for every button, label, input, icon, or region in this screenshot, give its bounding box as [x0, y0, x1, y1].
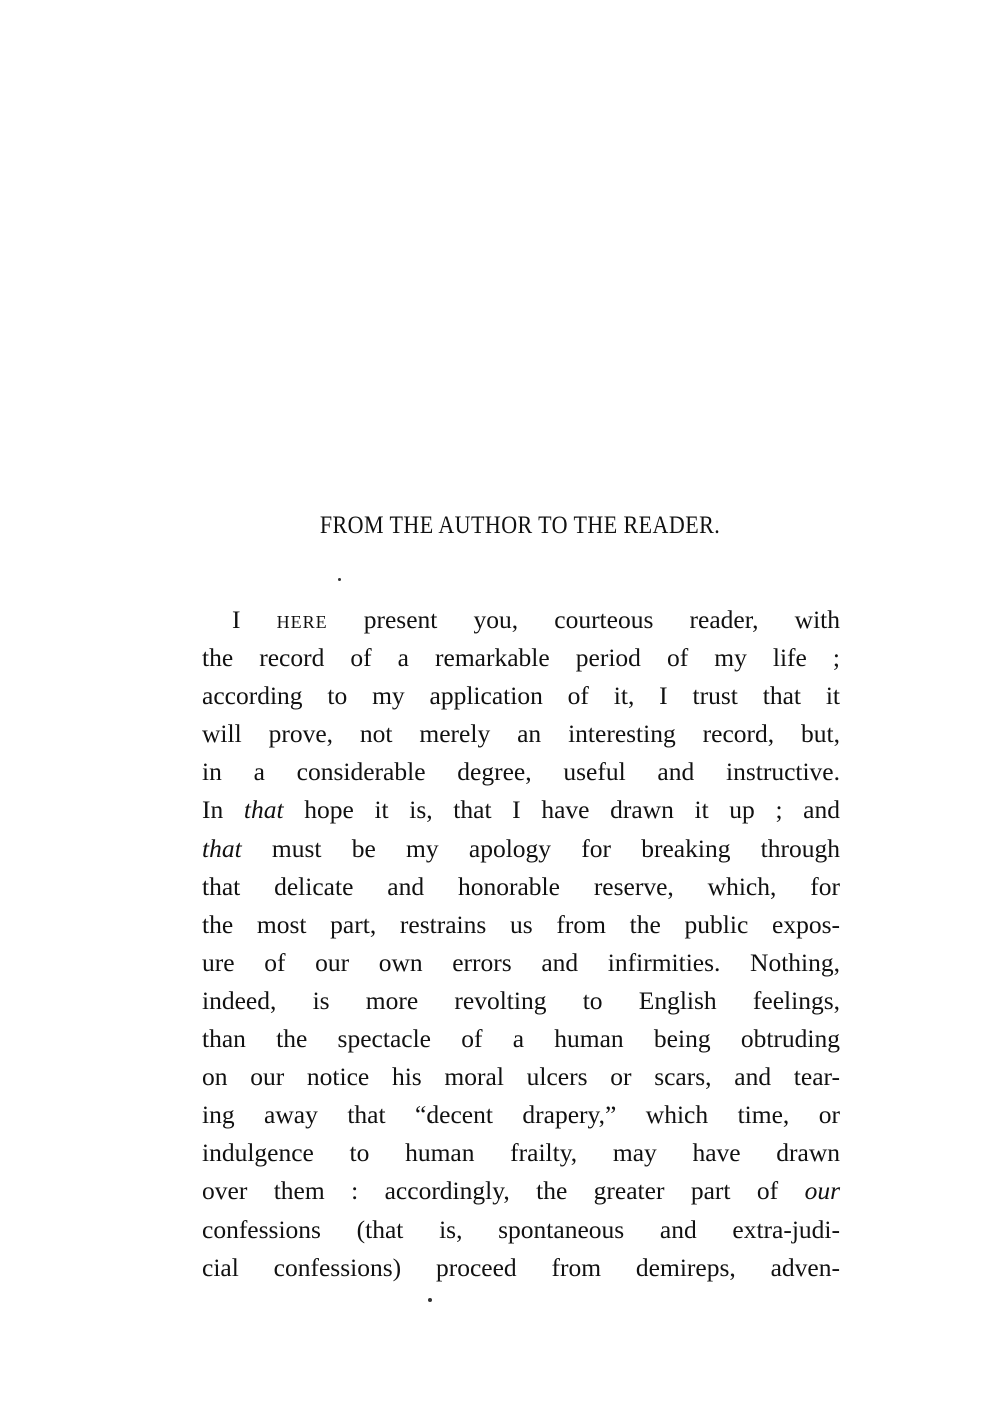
text-line-12: than the spectacle of a human being obtruding [202, 1024, 840, 1054]
text-line-16 [202, 1172, 840, 1210]
text-line-17: confessions (that is, spontaneous and extra-judi- [202, 1214, 840, 1244]
print-speck [338, 578, 341, 581]
text-line-7 [202, 830, 840, 868]
text-line-3: according to my application of it, I trust that it [202, 681, 840, 711]
line-1-rest: present you, courteous reader, with [363, 605, 841, 634]
body-paragraph [202, 601, 840, 1287]
text-line-6 [202, 791, 840, 829]
text-line-5: in a considerable degree, useful and instructive. [202, 757, 840, 787]
line-16-before: over them : accordingly, the greater part of [202, 1176, 779, 1206]
text-line-4: will prove, not merely an interesting record, but, [202, 719, 840, 749]
text-line-9: the most part, restrains us from the public expos- [202, 909, 840, 939]
line-6-after: hope it is, that I have drawn it up ; and [304, 795, 841, 825]
print-speck [428, 1298, 432, 1302]
text-line-2: the record of a remarkable period of my life ; [202, 643, 840, 673]
text-line-10: ure of our own errors and infirmities. Nothing, [202, 947, 840, 977]
text-line-15: indulgence to human frailty, may have drawn [202, 1138, 840, 1168]
text-line-14: ing away that “decent drapery,” which time, or [202, 1100, 840, 1130]
line-16-italic: our [804, 1176, 841, 1206]
page-heading: FROM THE AUTHOR TO THE READER. [319, 512, 721, 539]
line-6-before: In [202, 795, 224, 825]
text-line-11: indeed, is more revolting to English feelings, [202, 985, 840, 1015]
line-7-after: must be my apology for breaking through [271, 833, 841, 863]
text-line-18: cial confessions) proceed from demireps, adven- [202, 1252, 840, 1282]
line-1-smallcaps: here [276, 605, 328, 634]
line-6-italic: that [243, 795, 284, 825]
text-line-1 [202, 601, 840, 639]
line-7-italic: that [202, 833, 242, 863]
line-1-lead: I [232, 605, 241, 634]
text-line-13: on our notice his moral ulcers or scars, and tear- [202, 1062, 840, 1092]
text-line-8: that delicate and honorable reserve, which, for [202, 871, 840, 901]
